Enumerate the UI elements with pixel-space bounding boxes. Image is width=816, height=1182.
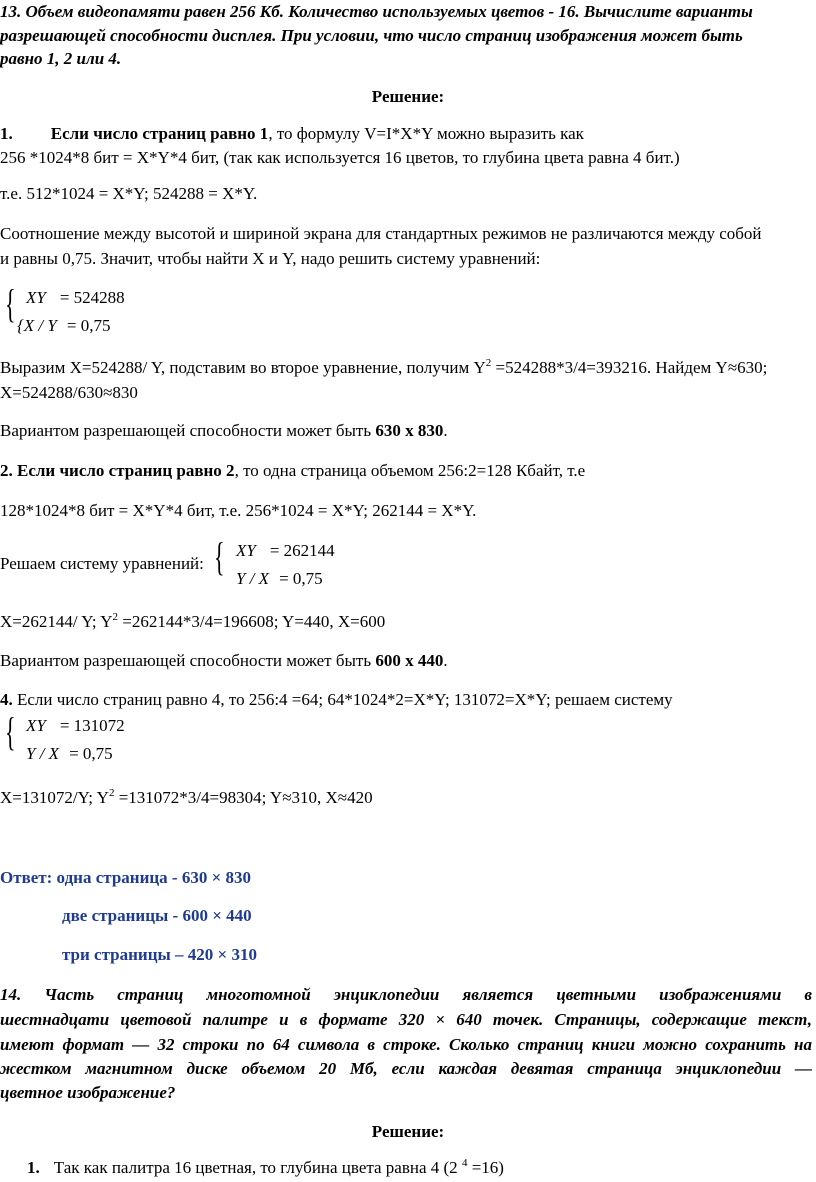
- task14-line3: имеют формат — 32 строки по 64 символа в строке. Сколько страниц книги можно сохранить на: [0, 1035, 812, 1054]
- task14-line1: 14. Часть страниц многотомной энциклопедии является цветными изображениями в: [0, 985, 812, 1004]
- system2-eq2: Y / X = 0,75: [236, 569, 323, 588]
- task13-title-line2: разрешающей способности дисплея. При условии, что число страниц изображения может быть: [0, 26, 743, 45]
- case1-line6: Выразим X=524288/ Y, подставим во второе уравнение, получим $Y^2 =524288*3/4=393216$. Найдем Y≈630;: [0, 357, 768, 377]
- system3-eq1: XY = 131072: [26, 716, 125, 735]
- system3-brace: {: [5, 709, 16, 754]
- case1-rest: , то формулу V=I*X*Y можно выразить как: [268, 124, 584, 143]
- task13-solution-heading: Решение:: [371, 87, 445, 106]
- case2-line1: 2. Если число страниц равно 2, то одна страница объемом 256:2=128 Кбайт, т.е: [0, 461, 586, 480]
- case4-line1: 4. Если число страниц равно 4, то 256:4 =64; 64*1024*2=X*Y; 131072=X*Y; решаем систему: [0, 690, 673, 709]
- case1-line4: Соотношение между высотой и шириной экрана для стандартных режимов не различаются между собой: [0, 224, 762, 243]
- task14-line5: цветное изображение?: [0, 1083, 176, 1102]
- system2-brace: {: [214, 534, 225, 579]
- system2-eq1: XY = 262144: [236, 541, 335, 560]
- task13-title-line1: 13. Объем видеопамяти равен 256 Кб. Количество используемых цветов - 16. Вычислите варианты: [0, 2, 753, 21]
- case4-line2: X=131072/Y; $Y^2 =131072*3/4=98304$; Y≈310, X≈420: [0, 787, 373, 807]
- case1-line2: 256 *1024*8 бит = X*Y*4 бит, (так как используется 16 цветов, то глубина цвета равна 4 бит.): [0, 148, 680, 167]
- system1-eq2: {X / Y = 0,75: [17, 316, 111, 335]
- case1-line5: и равны 0,75. Значит, чтобы найти X и Y, надо решить систему уравнений:: [0, 249, 541, 268]
- case1-line7: X=524288/630≈830: [0, 383, 138, 402]
- task14-solution-heading: Решение:: [371, 1122, 445, 1141]
- case1-number: 1.: [0, 124, 13, 143]
- case2-line3: Решаем систему уравнений:: [0, 554, 204, 573]
- case1-bold: Если число страниц равно 1: [50, 124, 269, 143]
- case2-line5: Вариантом разрешающей способности может быть 600 x 440.: [0, 651, 448, 670]
- system3-eq2: Y / X = 0,75: [26, 744, 113, 763]
- case2-line2: 128*1024*8 бит = X*Y*4 бит, т.е. 256*1024 = X*Y; 262144 = X*Y.: [0, 501, 477, 520]
- answer-line2: две страницы - 600 × 440: [62, 906, 252, 925]
- task14-line4: жестком магнитном диске объемом 20 Мб, если каждая девятая страница энциклопедии —: [0, 1059, 812, 1078]
- case1-line8: Вариантом разрешающей способности может быть 630 x 830.: [0, 421, 448, 440]
- system1-brace: {: [5, 281, 16, 326]
- case1-line3: т.е. 512*1024 = X*Y; 524288 = X*Y.: [0, 184, 258, 203]
- task14-point1: 1. Так как палитра 16 цветная, то глубина цвета равна 4 (2 $^4$ =16): [27, 1157, 504, 1177]
- answer-line3: три страницы – 420 × 310: [62, 945, 257, 964]
- answer-line1: Ответ: одна страница - 630 × 830: [0, 868, 252, 887]
- case1-line1: [0, 124, 584, 144]
- task14-line2: шестнадцати цветовой палитре и в формате 320 × 640 точек. Страницы, содержащие текст,: [0, 1010, 812, 1029]
- task13-title-line3: равно 1, 2 или 4.: [0, 49, 122, 68]
- case2-line4: X=262144/ Y; $Y^2 =262144*3/4=196608$; Y=440, X=600: [0, 611, 386, 631]
- system1-eq1: XY = 524288: [26, 288, 125, 307]
